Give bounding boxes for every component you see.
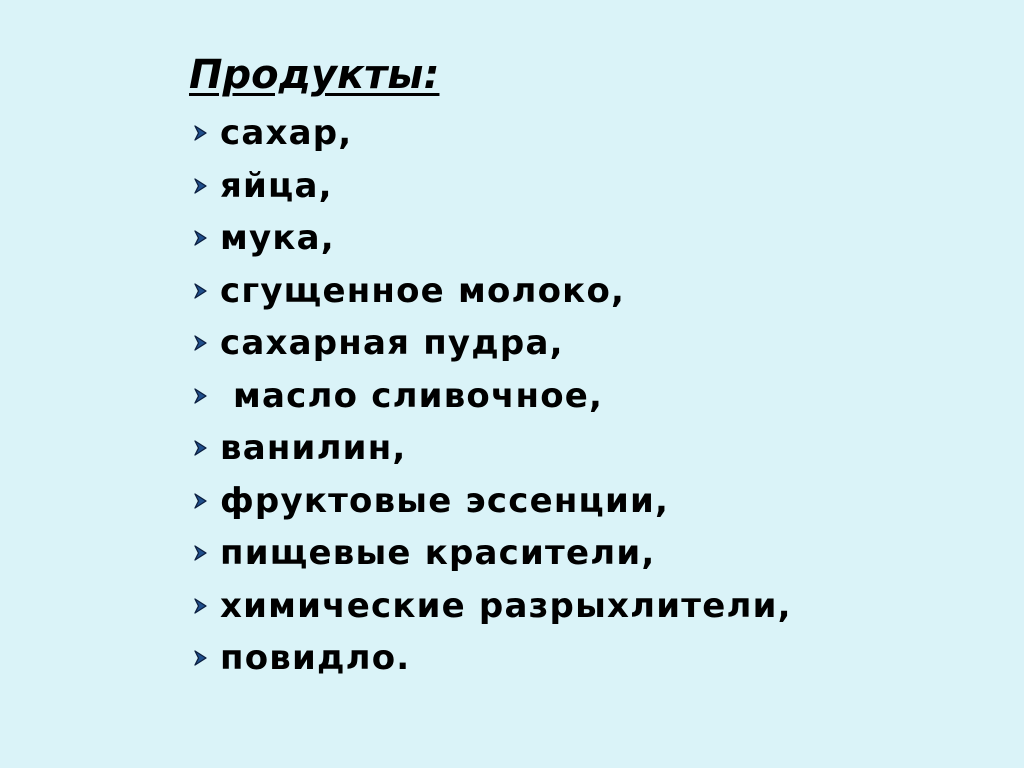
list-item [190,370,792,423]
list-item [190,422,792,475]
list-item-text: сахар, [220,113,353,154]
list-item [190,212,792,265]
arrow-bullet-icon [190,648,220,668]
list-item-text: масло сливочное, [220,375,604,416]
list-item-text: мука, [220,218,335,259]
arrow-bullet-icon [190,491,220,511]
list-item-text: яйца, [220,165,333,206]
list-item-text: пищевые красители, [220,533,656,574]
arrow-bullet-icon [190,333,220,353]
list-item [190,265,792,318]
arrow-bullet-icon [190,596,220,616]
list-item-text: фруктовые эссенции, [220,480,670,521]
list-item [190,580,792,633]
arrow-bullet-icon [190,281,220,301]
list-item-text: химические разрыхлители, [220,585,792,626]
list-item-text: сгущенное молоко, [220,270,626,311]
arrow-bullet-icon [190,176,220,196]
product-list [190,107,792,685]
list-item [190,527,792,580]
arrow-bullet-icon [190,123,220,143]
arrow-bullet-icon [190,438,220,458]
list-item-text: сахарная пудра, [220,323,564,364]
list-item [190,317,792,370]
slide-title: Продукты: [189,52,440,98]
arrow-bullet-icon [190,543,220,563]
list-item [190,160,792,213]
list-item [190,632,792,685]
list-item-text: ванилин, [220,428,407,469]
arrow-bullet-icon [190,228,220,248]
arrow-bullet-icon [190,386,220,406]
list-item-text: повидло. [220,638,411,679]
list-item [190,107,792,160]
list-item [190,475,792,528]
